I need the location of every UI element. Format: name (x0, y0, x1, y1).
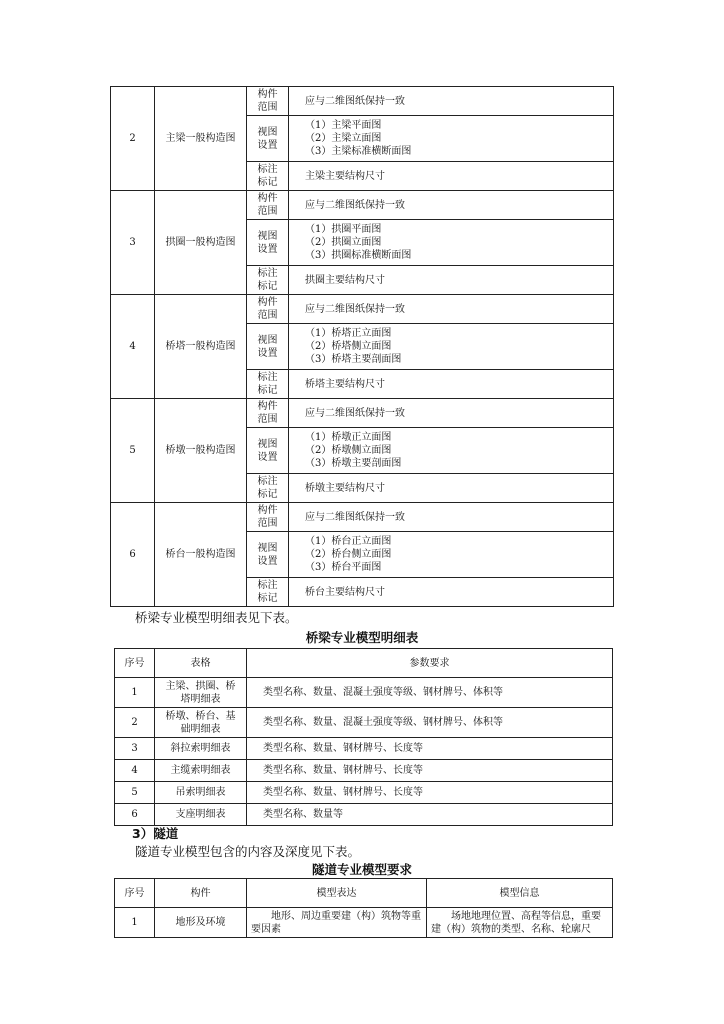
expression-line: 地形、周边重要建（构）筑物等重 (271, 910, 421, 922)
item-line: （1）桥台正立面图 (305, 536, 392, 547)
component-name: 拱圈一般构造图 (155, 191, 247, 295)
detail-row (115, 678, 613, 708)
item-line: （1）桥塔正立面图 (305, 328, 392, 339)
item-label: 标注标记 (247, 266, 289, 295)
item-line: 拱圈主要结构尺寸 (305, 274, 385, 286)
item-line: （3）桥塔主要剖面图 (305, 354, 402, 365)
item-label: 视图设置 (247, 116, 289, 162)
row-number: 3 (115, 738, 155, 760)
requirement: 类型名称、数量、混凝土强度等级、钢材牌号、体积等 (247, 678, 613, 708)
header-model-expression: 模型表达 (247, 879, 427, 908)
item-label: 标注标记 (247, 474, 289, 503)
item-label: 构件范围 (247, 191, 289, 220)
table-name: 吊索明细表 (155, 782, 247, 804)
structure-row (111, 399, 614, 428)
requirement: 类型名称、数量、钢材牌号、长度等 (247, 782, 613, 804)
header-model-info: 模型信息 (427, 879, 613, 908)
row-number: 1 (115, 908, 155, 938)
expression-line: 要因素 (251, 923, 281, 935)
structure-row (111, 191, 614, 220)
item-line: （3）桥台平面图 (305, 562, 382, 573)
detail-table-caption: 桥梁专业模型明细表 (305, 630, 419, 645)
table-name: 主梁、拱圈、桥塔明细表 (155, 678, 247, 708)
row-number: 1 (115, 678, 155, 708)
row-number: 5 (115, 782, 155, 804)
item-line: （3）桥墩主要剖面图 (305, 458, 402, 469)
header-no: 序号 (115, 649, 155, 678)
row-number: 6 (115, 804, 155, 826)
info-line: 场地地理位置、高程等信息，重要 (451, 910, 601, 922)
model-info (427, 908, 613, 938)
item-line: 桥墩主要结构尺寸 (305, 482, 385, 494)
item-value (289, 474, 614, 503)
item-line: 桥塔主要结构尺寸 (305, 378, 385, 390)
item-line: 应与二维图纸保持一致 (305, 303, 405, 315)
item-label: 视图设置 (247, 428, 289, 474)
component-name: 主梁一般构造图 (155, 87, 247, 191)
component-name: 桥台一般构造图 (155, 503, 247, 607)
item-label: 构件范围 (247, 295, 289, 324)
item-line: （3）拱圈标准横断面图 (305, 250, 412, 261)
item-value (289, 578, 614, 607)
bridge-detail-table (114, 648, 613, 826)
item-label: 视图设置 (247, 220, 289, 266)
tunnel-row (115, 908, 613, 938)
tunnel-heading: 3）隧道 (132, 826, 179, 841)
item-line: （2）桥塔侧立面图 (305, 341, 392, 352)
structure-row (111, 503, 614, 532)
item-value (289, 503, 614, 532)
row-number: 4 (115, 760, 155, 782)
item-value (289, 191, 614, 220)
item-label: 标注标记 (247, 162, 289, 191)
detail-row (115, 804, 613, 826)
item-line: （2）拱圈立面图 (305, 237, 382, 248)
detail-row (115, 782, 613, 804)
item-value (289, 220, 614, 266)
item-label: 构件范围 (247, 399, 289, 428)
item-value (289, 370, 614, 399)
header-table: 表格 (155, 649, 247, 678)
item-label: 标注标记 (247, 370, 289, 399)
item-line: （1）拱圈平面图 (305, 224, 382, 235)
intro-paragraph: 桥梁专业模型明细表见下表。 (135, 610, 298, 625)
item-line: （3）主梁标准横断面图 (305, 146, 412, 157)
item-line: 应与二维图纸保持一致 (305, 511, 405, 523)
row-number: 2 (111, 87, 155, 191)
table-name: 斜拉索明细表 (155, 738, 247, 760)
structure-row (111, 295, 614, 324)
component-name: 桥塔一般构造图 (155, 295, 247, 399)
item-line: （1）主梁平面图 (305, 120, 382, 131)
item-line: （2）桥墩侧立面图 (305, 445, 392, 456)
item-value (289, 116, 614, 162)
row-number: 2 (115, 708, 155, 738)
header-no: 序号 (115, 879, 155, 908)
header-component: 构件 (155, 879, 247, 908)
row-number: 4 (111, 295, 155, 399)
requirement: 类型名称、数量等 (247, 804, 613, 826)
bridge-structure-table (110, 86, 614, 607)
structure-row (111, 87, 614, 116)
table-name: 支座明细表 (155, 804, 247, 826)
model-expression (247, 908, 427, 938)
item-line: 应与二维图纸保持一致 (305, 199, 405, 211)
item-label: 标注标记 (247, 578, 289, 607)
tunnel-paragraph: 隧道专业模型包含的内容及深度见下表。 (135, 844, 361, 859)
row-number: 5 (111, 399, 155, 503)
item-value (289, 532, 614, 578)
item-value (289, 162, 614, 191)
component-name: 地形及环境 (155, 908, 247, 938)
item-line: 应与二维图纸保持一致 (305, 407, 405, 419)
requirement: 类型名称、数量、钢材牌号、长度等 (247, 738, 613, 760)
item-line: 主梁主要结构尺寸 (305, 170, 385, 182)
item-label: 视图设置 (247, 532, 289, 578)
row-number: 6 (111, 503, 155, 607)
row-number: 3 (111, 191, 155, 295)
requirement: 类型名称、数量、钢材牌号、长度等 (247, 760, 613, 782)
table-name: 主缆索明细表 (155, 760, 247, 782)
item-value (289, 428, 614, 474)
item-value (289, 399, 614, 428)
item-value (289, 87, 614, 116)
detail-row (115, 708, 613, 738)
table-name: 桥墩、桥台、基础明细表 (155, 708, 247, 738)
item-line: （1）桥墩正立面图 (305, 432, 392, 443)
item-line: 桥台主要结构尺寸 (305, 586, 385, 598)
component-name: 桥墩一般构造图 (155, 399, 247, 503)
tunnel-table-caption: 隧道专业模型要求 (311, 862, 412, 877)
item-line: （2）桥台侧立面图 (305, 549, 392, 560)
item-line: （2）主梁立面图 (305, 133, 382, 144)
item-line: 应与二维图纸保持一致 (305, 95, 405, 107)
item-value (289, 295, 614, 324)
item-label: 构件范围 (247, 87, 289, 116)
item-value (289, 324, 614, 370)
detail-row (115, 760, 613, 782)
item-label: 视图设置 (247, 324, 289, 370)
detail-row (115, 738, 613, 760)
tunnel-table (114, 878, 613, 938)
requirement: 类型名称、数量、混凝土强度等级、钢材牌号、体积等 (247, 708, 613, 738)
item-label: 构件范围 (247, 503, 289, 532)
item-value (289, 266, 614, 295)
header-requirements: 参数要求 (247, 649, 613, 678)
info-line: 建（构）筑物的类型、名称、轮廓尺 (431, 923, 591, 935)
